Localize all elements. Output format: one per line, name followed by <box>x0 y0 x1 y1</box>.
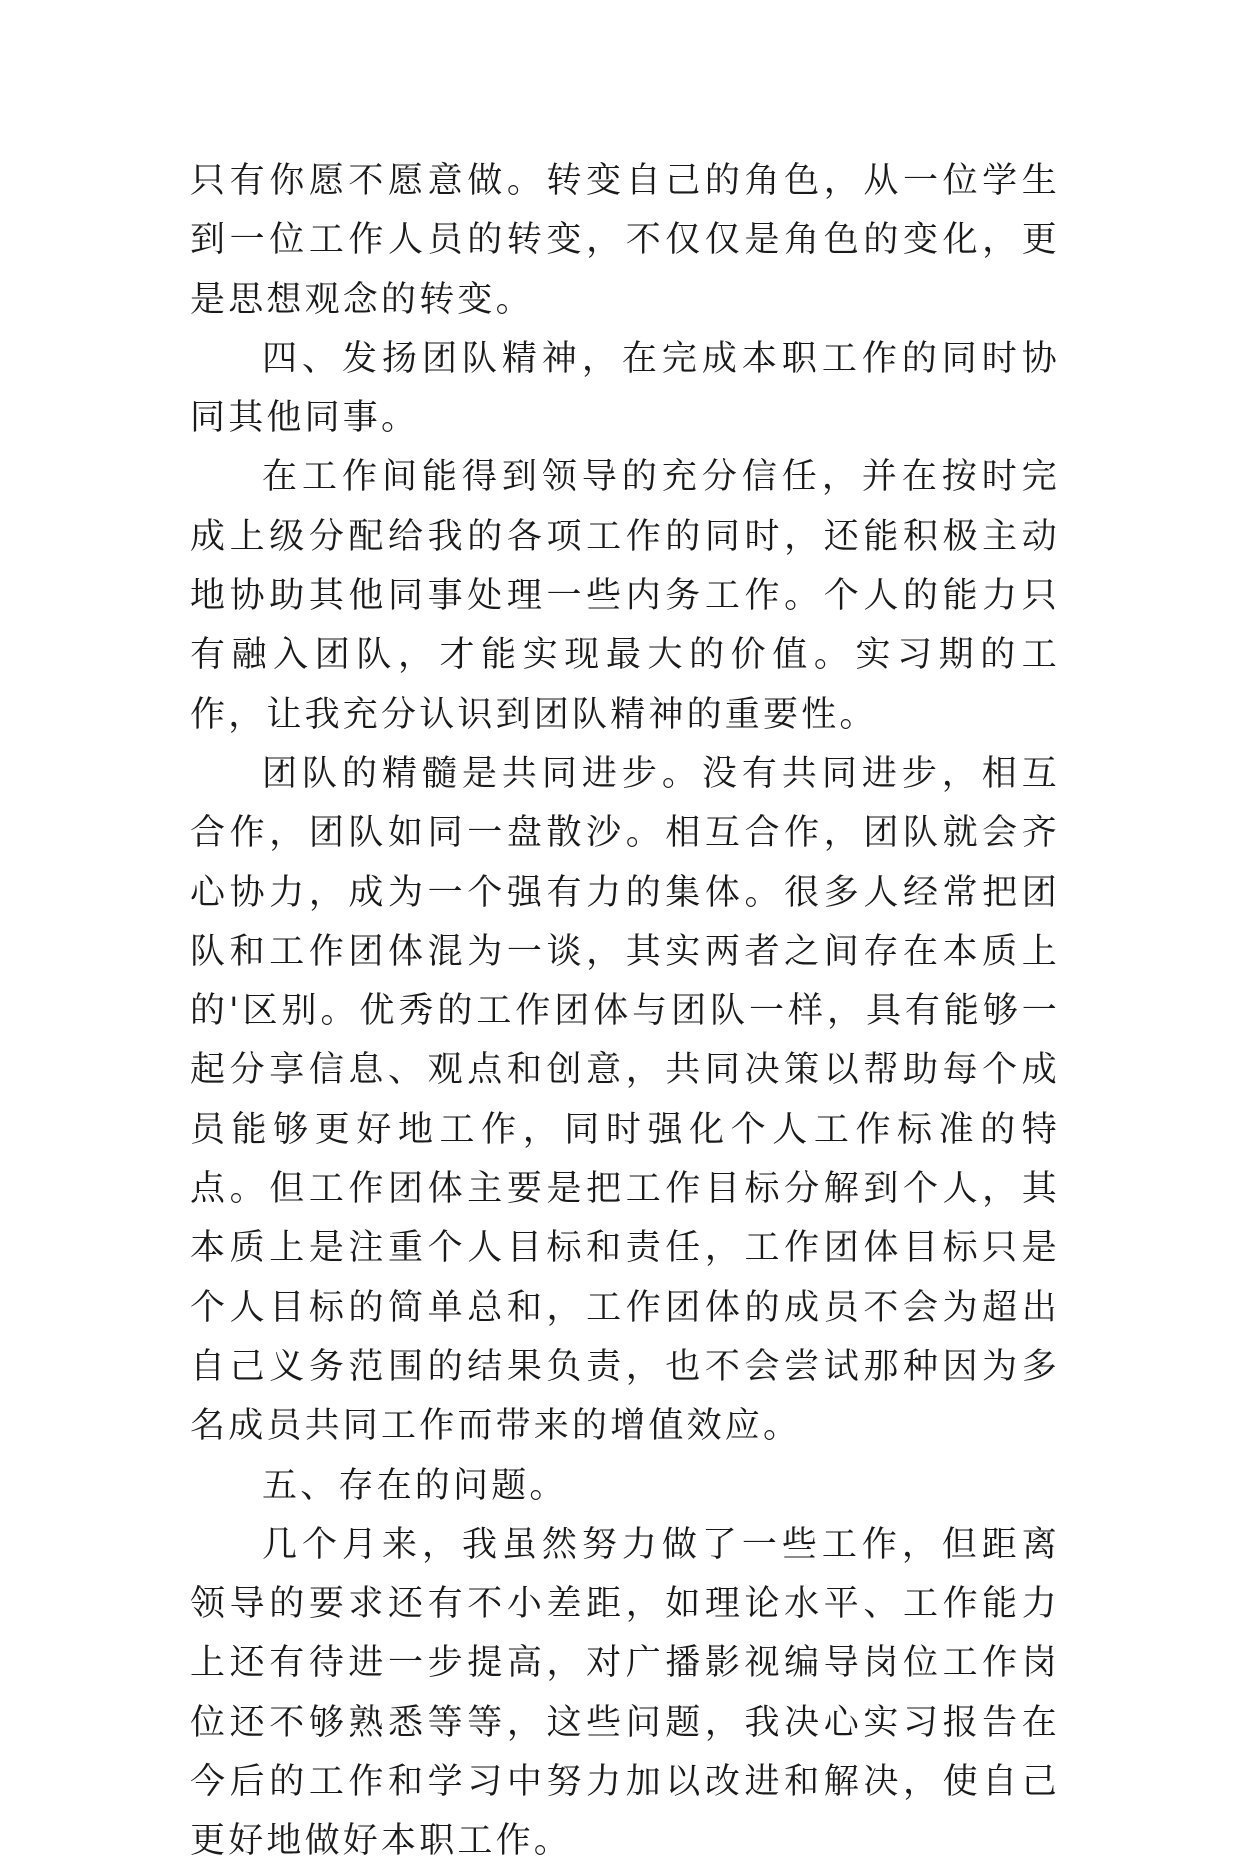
paragraph-team-essence: 团队的精髓是共同进步。没有共同进步，相互合作，团队如同一盘散沙。相互合作，团队就会齐心协力，成为一个强有力的集体。很多人经常把团队和工作团体混为一谈，其实两者之间存在本质上的'区别。优秀的工作团体与团队一样，具有能够一起分享信息、观点和创意，共同决策以帮助每个成员能够更好地工作，同时强化个人工作标准的特点。但工作团体主要是把工作目标分解到个人，其本质上是注重个人目标和责任，工作团体目标只是个人目标的简单总和，工作团体的成员不会为超出自己义务范围的结果负责，也不会尝试那种因为多名成员共同工作而带来的增值效应。 <box>190 753 1060 1447</box>
document-body <box>190 152 1060 1872</box>
paragraph-trust-and-cooperation: 在工作间能得到领导的充分信任，并在按时完成上级分配给我的各项工作的同时，还能积极主动地协助其他同事处理一些内务工作。个人的能力只有融入团队，才能实现最大的价值。实习期的工作，让我充分认识到团队精神的重要性。 <box>190 457 1060 735</box>
paragraph-improvement-plan: 几个月来，我虽然努力做了一些工作，但距离领导的要求还有不小差距，如理论水平、工作能力上还有待进一步提高，对广播影视编导岗位工作岗位还不够熟悉等等，这些问题，我决心实习报告在今后的工作和学习中努力加以改进和解决，使自己更好地做好本职工作。 <box>190 1524 1060 1862</box>
heading-existing-problems: 五、存在的问题。 <box>262 1465 568 1506</box>
heading-team-spirit: 四、发扬团队精神，在完成本职工作的同时协同其他同事。 <box>190 338 1060 439</box>
paragraph-role-change: 只有你愿不愿意做。转变自己的角色，从一位学生到一位工作人员的转变，不仅仅是角色的变化，更是思想观念的转变。 <box>190 161 1060 320</box>
